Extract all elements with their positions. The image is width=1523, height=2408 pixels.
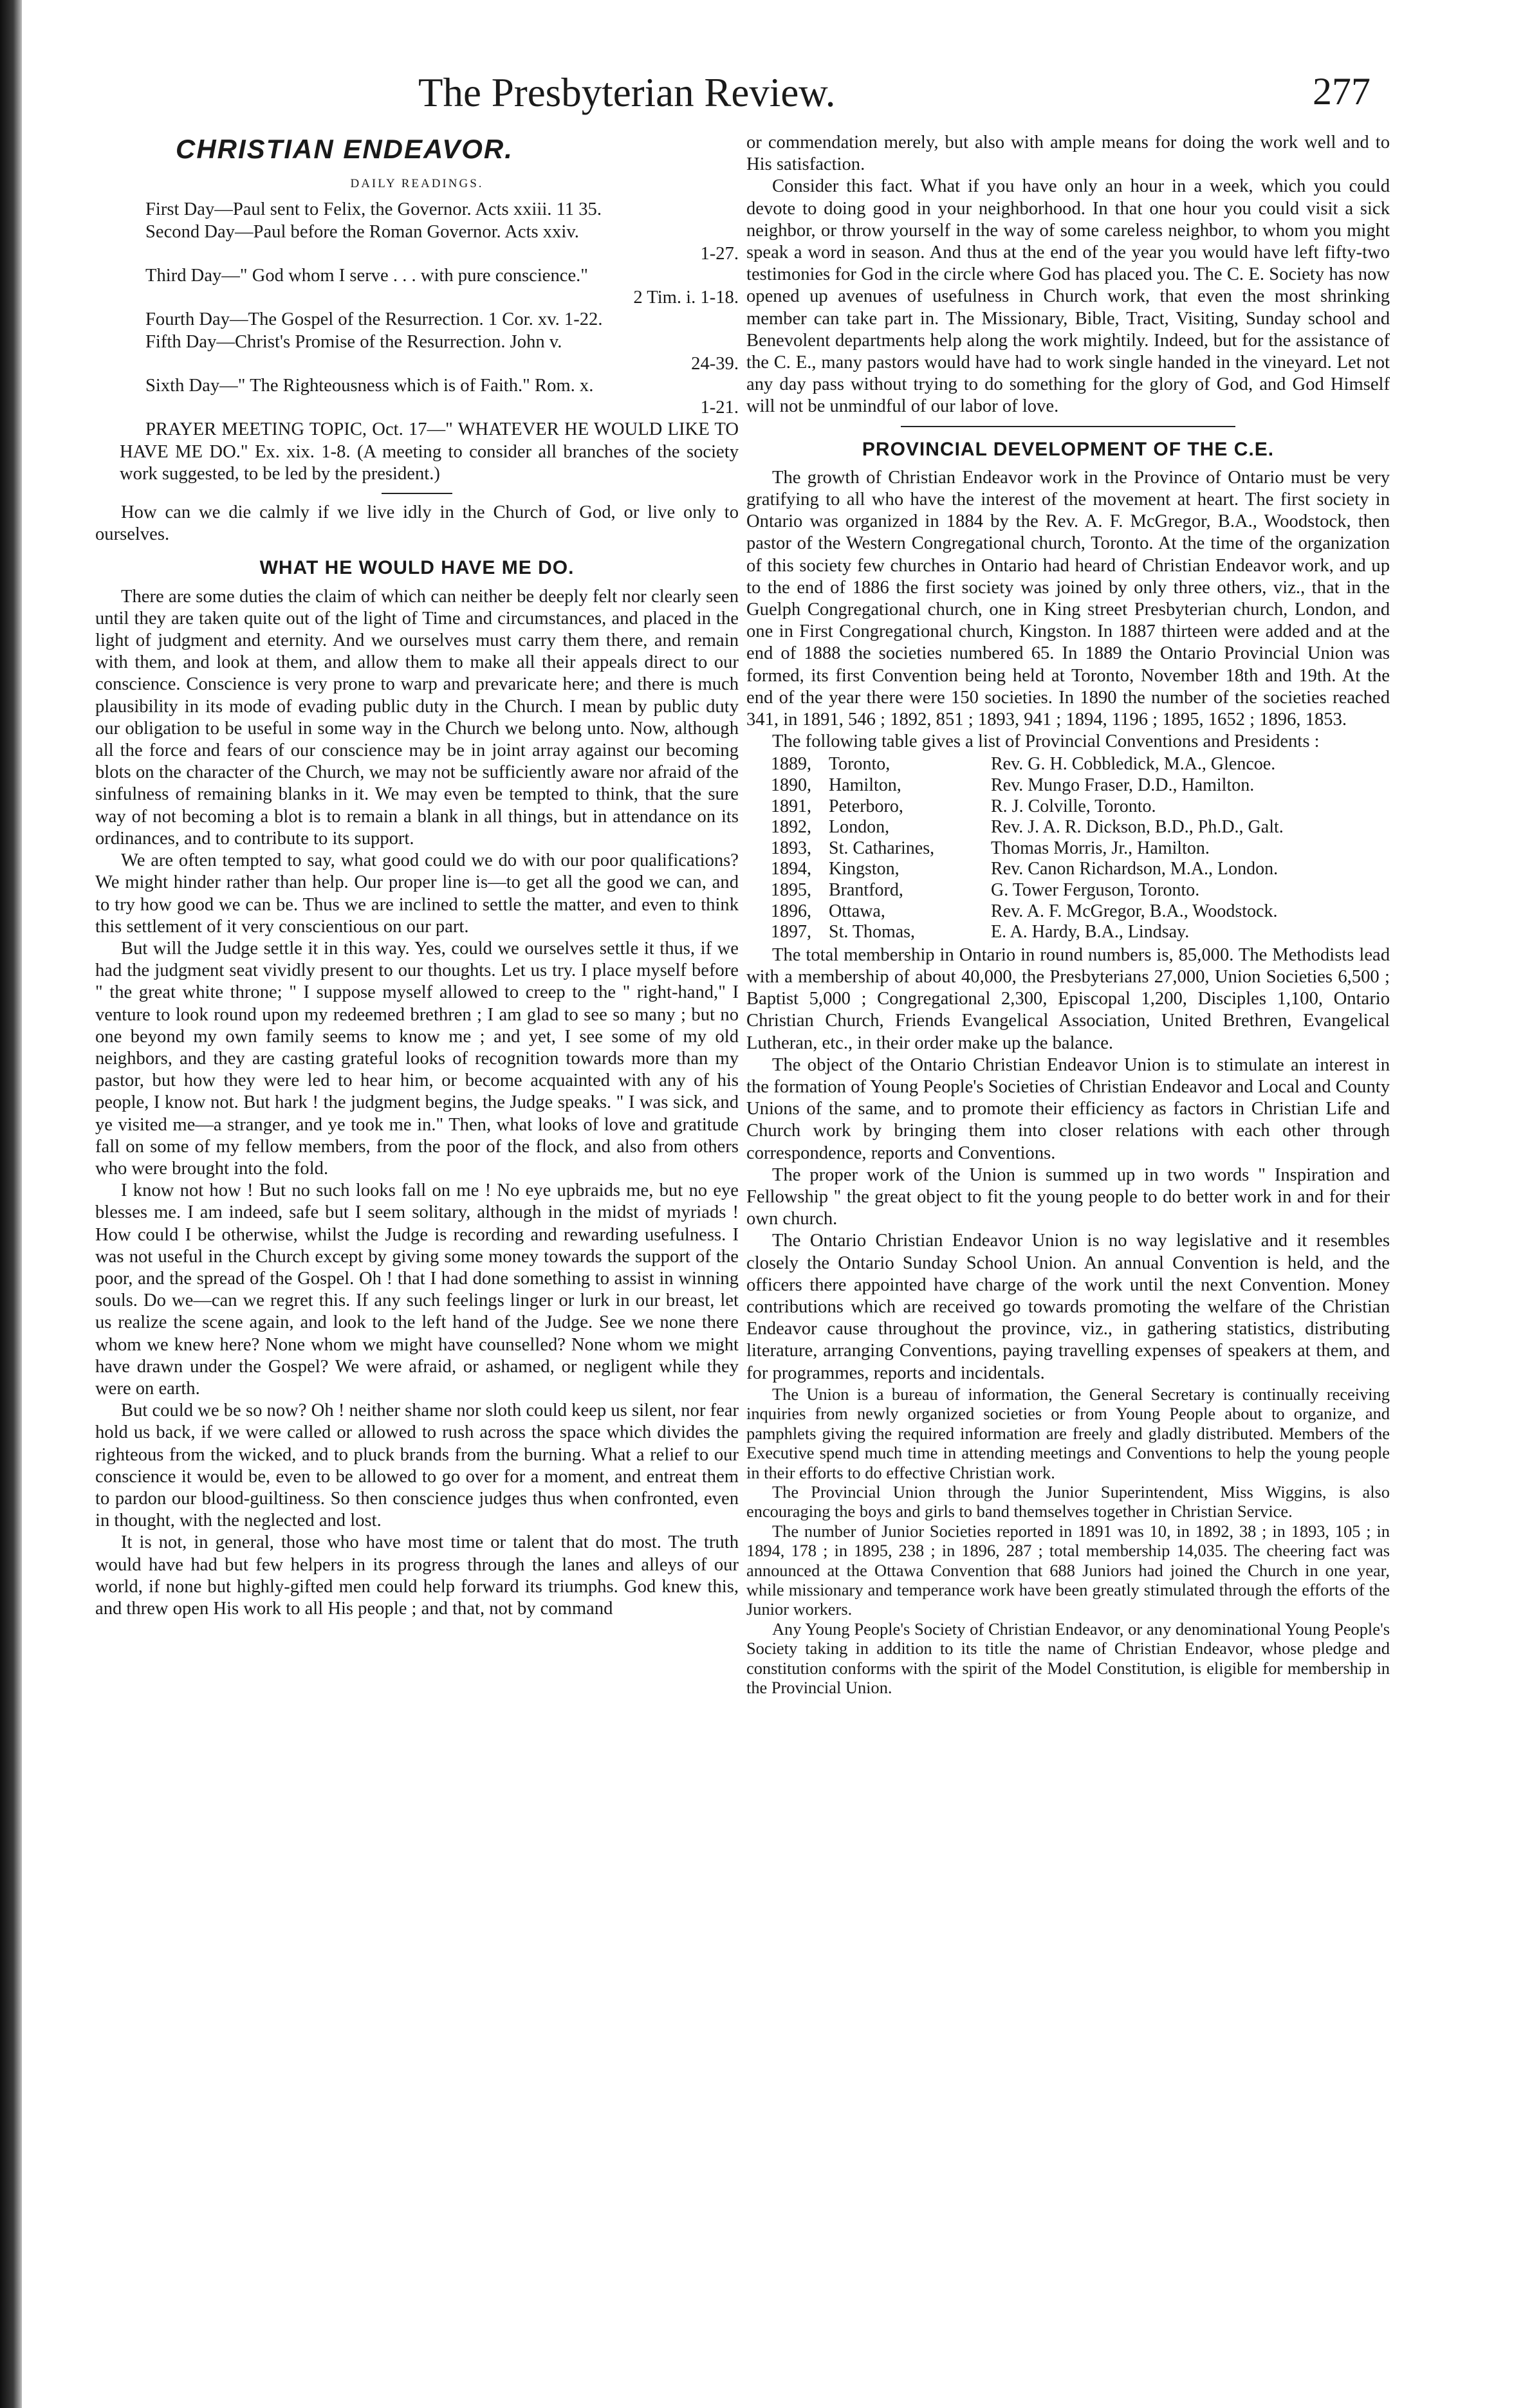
conventions-table <box>771 754 1291 942</box>
right-column <box>746 132 1390 1697</box>
table-row: 1889, Toronto, Rev. G. H. Cobbledick, M.A., Glencoe. <box>771 754 1276 775</box>
paragraph: The total membership in Ontario in round numbers is, 85,000. The Methodists lead with a membership of about 40,000, the Presbyterians 27,000, Union Societies 6,500 ; Baptist 5,000 ; Congregational 2,300, Episcopal 1,200, Disciples 1,100, Ontario Christian Church, Friends Evangelical Association, United Brethren, Evangelical Lutheran, etc., in their order make up the balance. <box>746 944 1390 1053</box>
table-row: 1897, St. Thomas, E. A. Hardy, B.A., Lindsay. <box>771 922 1190 942</box>
paragraph: Consider this fact. What if you have only an hour in a week, which you could devote to doing good in your neighborhood. In that one hour you could visit a sick neighbor, or throw yourself in the way of some careless neighbor, to whom you might speak a word in season. And thus at the end of the year you would have left fifty-two testimonies for God in the circle where God has placed you. The C. E. Society has now opened up avenues of usefulness in Church work, that even the most shrinking member can take part in. The Missionary, Bible, Tract, Visiting, Sunday school and Benevolent departments help along the work mightily. Indeed, but for the assistance of the C. E., many pastors would have had to work single handed in the vineyard. Let not any day pass without trying to do something for the glory of God, and God Himself will not be unmindful of our labor of love. <box>746 176 1390 417</box>
table-row: 1895, Brantford, G. Tower Ferguson, Toronto. <box>771 880 1200 901</box>
left-column <box>95 132 739 1620</box>
question-text: How can we die calmly if we live idly in the Church of God, or live only to ourselves. <box>95 502 739 545</box>
table-row: 1894, Kingston, Rev. Canon Richardson, M.A., London. <box>771 859 1278 879</box>
paragraph: The object of the Ontario Christian Endeavor Union is to stimulate an interest in the formation of Young People's Societies of Christian Endeavor and Local and County Unions of the same, and to promote their efficiency as factors in Christian Life and Church work by bringing them into closer relations with each other through correspondence, reports and Conventions. <box>746 1054 1390 1163</box>
reading-item: Fourth Day—The Gospel of the Resurrection. 1 Cor. xv. 1-22. <box>145 309 603 330</box>
prayer-meeting-topic: PRAYER MEETING TOPIC, Oct. 17—" WHATEVER HE WOULD LIKE TO HAVE ME DO." Ex. xix. 1-8. (A meeting to consider all branches of the society work suggested, to be led by the president.) <box>120 419 739 484</box>
page-header <box>418 69 1371 127</box>
paragraph: or commendation merely, but also with ample means for doing the work well and to His satisfaction. <box>746 133 1390 175</box>
reading-item: Fifth Day—Christ's Promise of the Resurrection. John v. 24-39. <box>145 331 739 374</box>
divider <box>382 493 452 494</box>
table-row: 1890, Hamilton, Rev. Mungo Fraser, D.D., Hamilton. <box>771 775 1255 796</box>
reading-item: First Day—Paul sent to Felix, the Governor. Acts xxiii. 11 35. <box>145 199 602 220</box>
paragraph: We are often tempted to say, what good could we do with our poor qualifications? We might hinder rather than help. Our proper line is—to get all the good we can, and to try how good we can be. Thus we are inclined to settle the matter, and even to think this settlement of it very conscientious on our part. <box>95 850 739 937</box>
table-row: 1892, London, Rev. J. A. R. Dickson, B.D., Ph.D., Galt. <box>771 817 1284 838</box>
readings-heading: DAILY READINGS. <box>350 177 484 191</box>
paragraph: It is not, in general, those who have most time or talent that do most. The truth would have had but few helpers in its progress through the lanes and alleys of our world, if none but highly-gifted men could help forward its triumphs. God knew this, and threw open His work to all His people ; and that, not by command <box>95 1532 739 1619</box>
small-print-section <box>746 1384 1390 1698</box>
subheading: PROVINCIAL DEVELOPMENT OF THE C.E. <box>862 438 1275 460</box>
divider <box>901 426 1235 427</box>
journal-title: The Presbyterian Review. <box>418 70 836 115</box>
paragraph: But will the Judge settle it in this way. Yes, could we ourselves settle it thus, if we had the judgment seat vividly present to our thoughts. Let us try. I place myself before " the great white throne; " I suppose myself allowed to creep to the " right-hand," I venture to look round upon my redeemed brethren ; I am glad to see so many ; but no one beyond my own family seems to know me ; and yet, I see some of my old neighbors, and they are casting grateful looks of recognition towards more than my pastor, but how they were led to hear him, or become acquainted with any of his people, I know not. But hark ! the judgment begins, the Judge speaks. " I was sick, and ye visited me—a stranger, and ye took me in." Then, what looks of love and gratitude fall on some of my fellow members, from the poor of the flock, and also from others who were brought into the fold. <box>95 938 739 1179</box>
paragraph: The Union is a bureau of information, the General Secretary is continually receiving inquiries from newly organized societies or from Young People about to organize, and pamphlets giving the required information are freely and gladly distributed. Members of the Executive spend much time in attending meetings and Conventions to help the young people in their efforts to do effective Christian work. <box>746 1384 1390 1482</box>
paragraph: But could we be so now? Oh ! neither shame nor sloth could keep us silent, nor fear hold us back, if we were called or allowed to rush across the space which divides the righteous from the wicked, and to pluck brands from the burning. What a relief to our conscience it would be, even to be allowed to go over for a moment, and entreat them to pardon our blood-guiltiness. So then conscience judges thus when confronted, even in thought, with the neglected and lost. <box>95 1401 739 1531</box>
table-row: 1891, Peterboro, R. J. Colville, Toronto. <box>771 796 1156 816</box>
paragraph: The number of Junior Societies reported in 1891 was 10, in 1892, 38 ; in 1893, 105 ; in 1894, 178 ; in 1895, 238 ; in 1896, 287 ; total membership 14,035. The cheering fact was announced at the Ottawa Convention that 688 Juniors had joined the Church in one year, while missionary and temperance work have been greatly stimulated through the efforts of the Junior workers. <box>746 1521 1390 1619</box>
page-binding-edge <box>0 0 22 2408</box>
paragraph: The following table gives a list of Provincial Conventions and Presidents : <box>772 731 1320 752</box>
page-number: 277 <box>1313 70 1371 113</box>
paragraph: The Provincial Union through the Junior Superintendent, Miss Wiggins, is also encouraging the boys and girls to band themselves together in Christian Service. <box>746 1482 1390 1521</box>
daily-readings <box>95 199 739 485</box>
paragraph: I know not how ! But no such looks fall on me ! No eye upbraids me, but no eye blesses me. I am indeed, safe but I seem solitary, although in the midst of myriads ! How could I be otherwise, whilst the Judge is recording and rewarding usefulness. I was not useful in the Church except by giving some money towards the support of the poor, and the spread of the Gospel. Oh ! that I had done something to assist in winning souls. Do we—can we regret this. If any such feelings linger or lurk in our breast, let us realize the scene again, and look to the left hand of the Judge. See we none there whom we knew here? None whom we might have counselled? None whom we might have drawn under the Gospel? We were afraid, or ashamed, or negligent while they were on earth. <box>95 1181 739 1399</box>
table-row: 1896, Ottawa, Rev. A. F. McGregor, B.A., Woodstock. <box>771 901 1278 921</box>
subheading: WHAT HE WOULD HAVE ME DO. <box>259 557 575 579</box>
reading-item: Second Day—Paul before the Roman Governor. Acts xxiv. 1-27. <box>145 221 739 264</box>
paragraph: The Ontario Christian Endeavor Union is no way legislative and it resembles closely the Ontario Sunday School Union. An annual Convention is held, and the officers there appointed have charge of the work until the next Convention. Money contributions which are received go towards promoting the welfare of the Christian Endeavor cause throughout the province, viz., in gathering statistics, distributing literature, arranging Conventions, paying travelling expenses of speakers at them, and for programmes, reports and incidentals. <box>746 1231 1390 1383</box>
paragraph: There are some duties the claim of which can neither be deeply felt nor clearly seen until they are taken quite out of the light of Time and circumstances, and placed in the light of judgment and eternity. And we ourselves must carry them there, and remain with them, and look at them, and allow them to make all their appeals direct to our conscience. Conscience is very prone to warp and prevaricate here; and there is much plausibility in its mode of evading public duty in the Church. I mean by public duty our obligation to be useful in some way in the Church we belong unto. Now, although all the force and fears of our conscience may be in joint array against our becoming blots on the character of the Church, we may not be sufficiently aware nor afraid of the sinfulness of remaining blanks in it. We may even be tempted to think, that the sure way of not becoming a blot is to remain a blank in all things, but in attendance on its ordinances, and to contribute to its support. <box>95 586 739 849</box>
paragraph: Any Young People's Society of Christian Endeavor, or any denominational Young People's Society taking in addition to its title the name of Christian Endeavor, whose pledge and constitution conforms with the spirit of the Model Constitution, is eligible for membership in the Provincial Union. <box>746 1619 1390 1697</box>
reading-item: Third Day—" God whom I serve . . . with pure conscience." 2 Tim. i. 1-18. <box>145 266 739 308</box>
paragraph: The proper work of the Union is summed up in two words " Inspiration and Fellowship " the great object to fit the young people to do better work in and for their own church. <box>746 1164 1390 1229</box>
table-row: 1893, St. Catharines, Thomas Morris, Jr., Hamilton. <box>771 838 1210 858</box>
reading-item: Sixth Day—" The Righteousness which is of Faith." Rom. x. 1-21. <box>145 376 739 418</box>
section-title: CHRISTIAN ENDEAVOR. <box>176 134 513 164</box>
paragraph: The growth of Christian Endeavor work in the Province of Ontario must be very gratifying to all who have the interest of the movement at heart. The first society in Ontario was organized in 1884 by the Rev. A. F. McGregor, B.A., Woodstock, then pastor of the Western Congregational church, Toronto. At the time of the organization of this society few churches in Ontario had heard of Christian Endeavor work, and up to the end of 1886 the first society was joined by only three others, viz., that in the Guelph Congregational church, one in King street Presbyterian church, London, and one in First Congregational church, Kingston. In 1887 thirteen were added and at the end of 1888 the societies numbered 65. In 1889 the Ontario Provincial Union was formed, its first Convention being held at Toronto, November 18th and 19th. At the end of the year there were 150 societies. In 1890 the number of the societies reached 341, in 1891, 546 ; 1892, 851 ; 1893, 941 ; 1894, 1196 ; 1895, 1652 ; 1896, 1853. <box>746 467 1390 730</box>
